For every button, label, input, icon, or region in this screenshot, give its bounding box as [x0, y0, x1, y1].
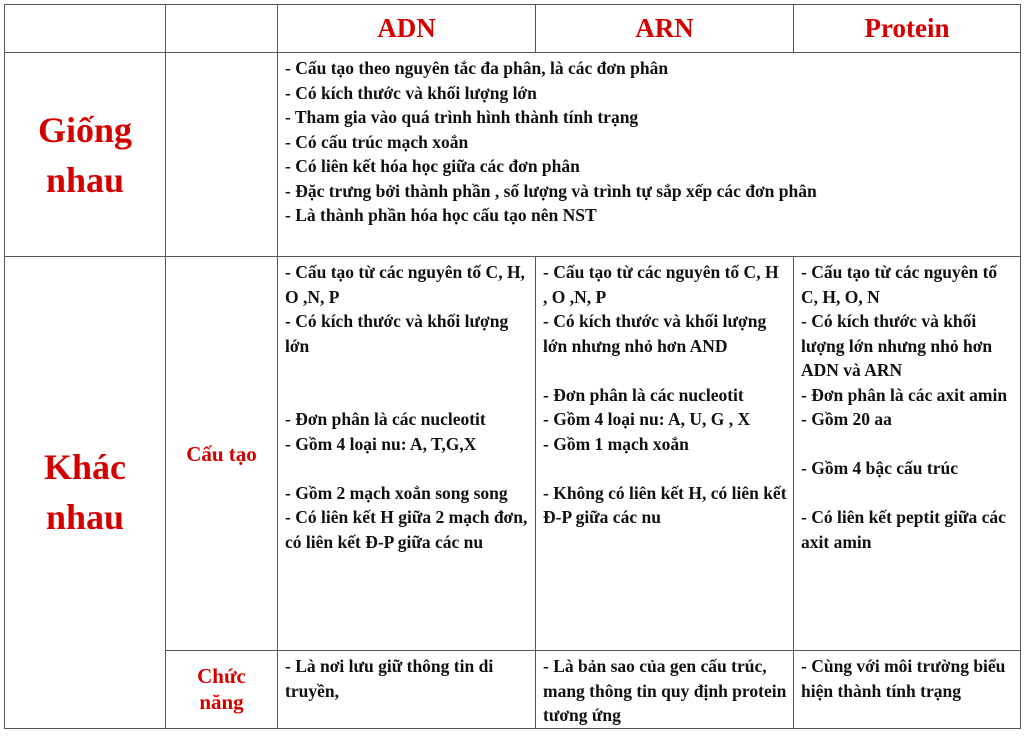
comparison-table: [4, 4, 1021, 729]
function-adn-cell: - Là nơi lưu giữ thông tin di truyền,: [278, 651, 536, 729]
similarities-row: [5, 53, 1021, 257]
similarity-point: - Đặc trưng bởi thành phần , số lượng và trình tự sắp xếp các đơn phân: [285, 180, 817, 201]
similarity-point: - Có kích thước và khối lượng lớn: [285, 82, 537, 103]
structure-arn-size: - Có kích thước và khối lượng lớn nhưng nhỏ hơn AND: [543, 311, 767, 356]
structure-arn-elements: - Cấu tạo từ các nguyên tố C, H , O ,N, P: [543, 262, 779, 307]
structure-protein-types: - Gồm 20 aa: [801, 409, 892, 429]
function-label-line2: năng: [199, 690, 244, 715]
structure-adn-bonds: - Có liên kết H giữa 2 mạch đơn, có liên kết Đ-P giữa các nu: [285, 507, 528, 552]
structure-protein-monomer: - Đơn phân là các axit amin: [801, 384, 1008, 405]
structure-protein-cell: [794, 257, 1021, 651]
similarities-label-line2: nhau: [45, 159, 125, 200]
structure-adn-size: - Có kích thước và khối lượng lớn: [285, 311, 509, 356]
similarity-point: - Cấu tạo theo nguyên tắc đa phân, là các đơn phân: [285, 58, 669, 78]
function-label-line1: Chức: [197, 664, 246, 689]
similarity-point: - Tham gia vào quá trình hình thành tính trạng: [285, 107, 639, 127]
structure-adn-monomer: - Đơn phân là các nucleotit: [285, 409, 486, 429]
similarities-label: [5, 53, 166, 257]
similarity-point: - Có cấu trúc mạch xoắn: [285, 131, 469, 152]
header-row: [5, 5, 1021, 53]
structure-protein-levels: - Gồm 4 bậc cấu trúc: [801, 458, 958, 478]
differences-label-line2: nhau: [45, 497, 125, 538]
structure-adn-strands: - Gồm 2 mạch xoắn song song: [285, 482, 508, 503]
header-empty-cell-2: [166, 5, 278, 53]
similarities-empty-cell: [166, 53, 278, 257]
function-label: [166, 651, 278, 729]
differences-label-line1: Khác: [43, 447, 126, 488]
structure-adn-elements: - Cấu tạo từ các nguyên tố C, H, O ,N, P: [285, 262, 525, 307]
structure-arn-cell: [536, 257, 794, 651]
similarity-point: - Là thành phần hóa học cấu tạo nên NST: [285, 205, 597, 225]
structure-protein-bonds: - Có liên kết peptit giữa các axit amin: [801, 507, 1006, 552]
header-adn: ADN: [278, 5, 536, 53]
structure-arn-bonds: - Không có liên kết H, có liên kết Đ-P giữa các nu: [543, 482, 787, 527]
function-arn-cell: - Là bản sao của gen cấu trúc, mang thông tin quy định protein tương ứng: [536, 651, 794, 729]
structure-arn-types: - Gồm 4 loại nu: A, U, G , X: [543, 409, 751, 429]
structure-protein-elements: - Cấu tạo từ các nguyên tố C, H, O, N: [801, 262, 998, 307]
similarity-point: - Có liên kết hóa học giữa các đơn phân: [285, 156, 580, 176]
similarities-label-line1: Giống: [37, 109, 133, 150]
header-empty-cell-1: [5, 5, 166, 53]
similarities-content: [278, 53, 1021, 257]
structure-label: Cấu tạo: [166, 257, 278, 651]
header-arn: ARN: [536, 5, 794, 53]
structure-row: [5, 257, 1021, 651]
structure-adn-cell: [278, 257, 536, 651]
structure-arn-monomer: - Đơn phân là các nucleotit: [543, 384, 744, 405]
differences-label: [5, 257, 166, 729]
function-protein-cell: - Cùng với môi trường biểu hiện thành tính trạng: [794, 651, 1021, 729]
structure-adn-types: - Gồm 4 loại nu: A, T,G,X: [285, 433, 477, 454]
header-protein: Protein: [794, 5, 1021, 53]
structure-protein-size: - Có kích thước và khối lượng lớn nhưng nhỏ hơn ADN và ARN: [801, 311, 993, 380]
structure-arn-strands: - Gồm 1 mạch xoắn: [543, 433, 689, 454]
